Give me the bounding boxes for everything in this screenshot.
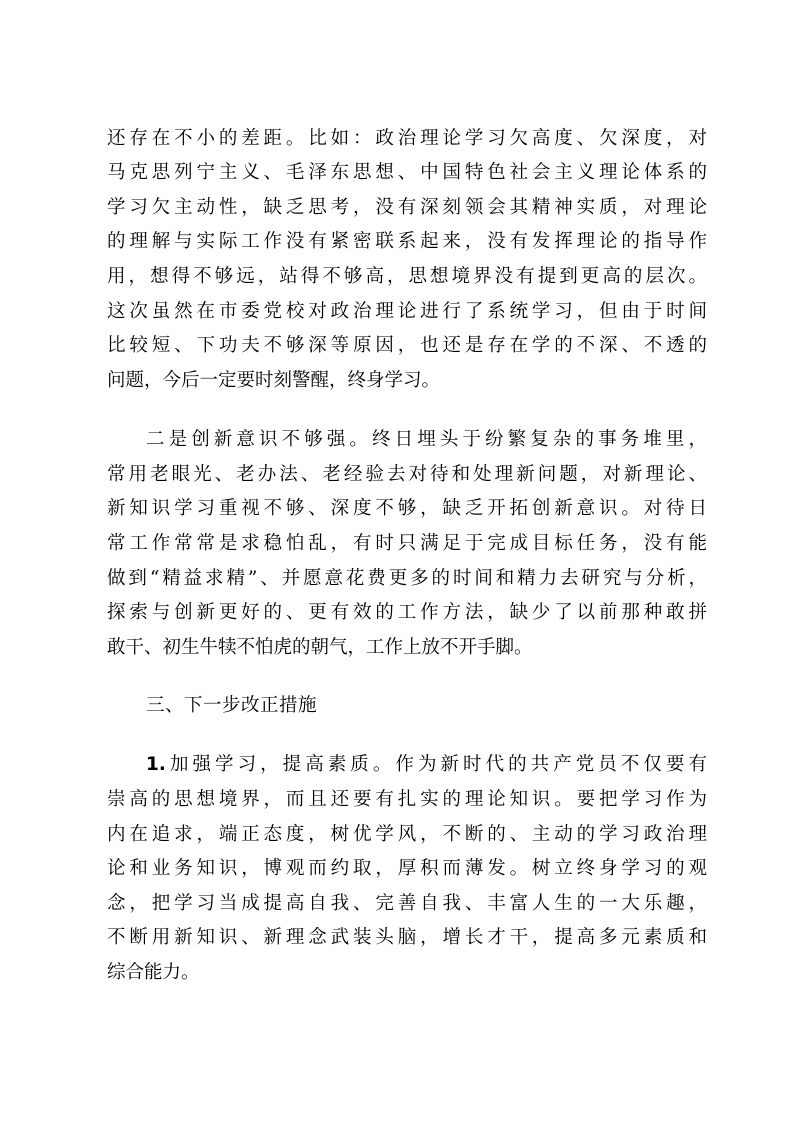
text-line: 论和业务知识，博观而约取，厚积而薄发。树立终身学习的观 bbox=[107, 858, 707, 879]
text-line: 念，把学习当成提高自我、完善自我、丰富人生的一大乐趣， bbox=[107, 893, 707, 914]
text-line: 问题，今后一定要时刻警醒，终身学习。 bbox=[107, 370, 441, 391]
text-line: 这次虽然在市委党校对政治理论进行了系统学习，但由于时间 bbox=[107, 301, 707, 322]
text-line: 不断用新知识、新理念武装头脑，增长才干，提高多元素质和 bbox=[107, 927, 707, 948]
text-line: 新知识学习重视不够、深度不够，缺乏开拓创新意识。对待日 bbox=[107, 498, 707, 519]
text-line: 综合能力。 bbox=[107, 962, 200, 983]
text-line: 比较短、下功夫不够深等原因，也还是存在学的不深、不透的 bbox=[107, 335, 707, 356]
item-number: 1. bbox=[146, 754, 166, 775]
text-line: 做到“精益求精”、并愿意花费更多的时间和精力去研究与分析， bbox=[107, 568, 707, 589]
text-line: 敢干、初生牛犊不怕虎的朝气，工作上放不开手脚。 bbox=[107, 637, 533, 658]
text-line: 学习欠主动性，缺乏思考，没有深刻领会其精神实质，对理论 bbox=[107, 197, 707, 218]
item-text: 加强学习，提高素质。作为新时代的共产党员不仅要有 bbox=[165, 754, 707, 775]
text-line: 崇高的思想境界，而且还要有扎实的理论知识。要把学习作为 bbox=[107, 789, 707, 810]
text-line: 常工作常常是求稳怕乱，有时只满足于完成目标任务，没有能 bbox=[107, 533, 707, 554]
text-line: 用，想得不够远，站得不够高，思想境界没有提到更高的层次。 bbox=[107, 266, 707, 287]
text-line bbox=[146, 750, 707, 780]
text-line: 探索与创新更好的、更有效的工作方法，缺少了以前那种敢拼 bbox=[107, 602, 707, 623]
text-line: 常用老眼光、老办法、老经验去对待和处理新问题，对新理论、 bbox=[107, 464, 707, 485]
text-line: 二是创新意识不够强。终日埋头于纷繁复杂的事务堆里， bbox=[146, 429, 707, 450]
text-line: 还存在不小的差距。比如：政治理论学习欠高度、欠深度，对 bbox=[107, 128, 707, 149]
section-heading: 三、下一步改正措施 bbox=[146, 695, 318, 716]
text-line: 的理解与实际工作没有紧密联系起来，没有发挥理论的指导作 bbox=[107, 231, 707, 252]
text-line: 马克思列宁主义、毛泽东思想、中国特色社会主义理论体系的 bbox=[107, 162, 707, 183]
text-line: 内在追求，端正态度，树优学风，不断的、主动的学习政治理 bbox=[107, 824, 707, 845]
